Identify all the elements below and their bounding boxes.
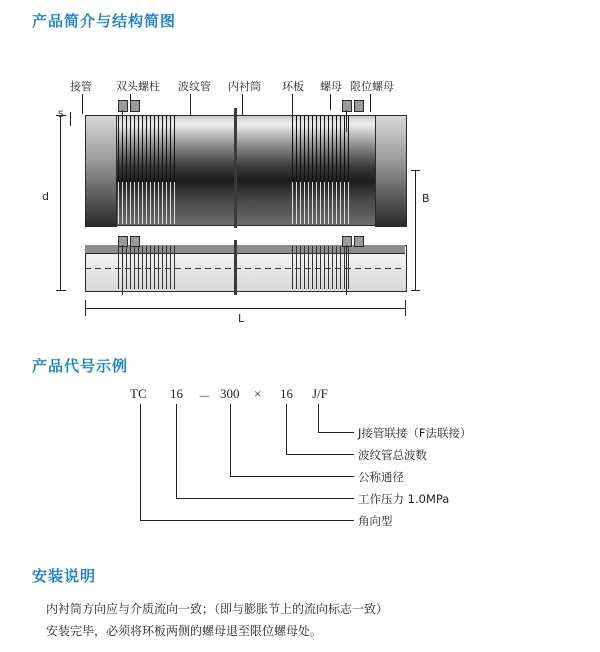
code-token-pressure: 16 bbox=[170, 386, 183, 401]
corrugation-group-right bbox=[292, 116, 352, 182]
leader-line-7 bbox=[370, 94, 371, 112]
nut-upper-right bbox=[342, 100, 352, 112]
code-desc-diameter: 公称通径 bbox=[358, 470, 404, 484]
code-token-multiply: × bbox=[254, 386, 262, 401]
code-leader-4-h bbox=[176, 498, 354, 499]
code-leader-2-v bbox=[286, 404, 287, 454]
stud-upper-left bbox=[122, 110, 123, 132]
code-leader-2-h bbox=[286, 454, 354, 455]
stud-lower-left bbox=[122, 245, 123, 295]
code-leader-3-v bbox=[230, 404, 231, 476]
code-desc-pressure: 工作压力 1.0MPa bbox=[358, 492, 450, 506]
pipe-end-left bbox=[85, 115, 117, 227]
callout-label-bowenguan: 波纹管 bbox=[178, 80, 211, 93]
callout-label-luomu: 螺母 bbox=[320, 80, 342, 93]
limit-nut-lower-right bbox=[354, 236, 364, 247]
leader-line-1 bbox=[82, 94, 83, 114]
dimension-tick-d-top bbox=[56, 115, 66, 116]
callout-label-xianwei-luomu: 限位螺母 bbox=[350, 80, 394, 93]
dimension-line-b bbox=[415, 170, 416, 290]
limit-nut-upper-left bbox=[130, 100, 140, 112]
dimension-tick-b-bottom bbox=[411, 290, 420, 291]
dimension-label-b: B bbox=[422, 192, 430, 205]
code-leader-1-h bbox=[318, 432, 354, 433]
leader-line-5 bbox=[292, 94, 293, 116]
install-note-line-2: 安装完毕，必须将环板两侧的螺母退至限位螺母处。 bbox=[46, 624, 323, 638]
stud-upper-right bbox=[346, 110, 347, 132]
limit-nut-lower-left bbox=[130, 236, 140, 247]
dimension-tick-d-bottom bbox=[56, 290, 66, 291]
code-token-waves: 16 bbox=[280, 386, 293, 401]
install-notes bbox=[46, 598, 566, 642]
ring-plate-lower bbox=[234, 240, 237, 295]
nut-lower-left bbox=[118, 236, 128, 247]
pipe-end-right bbox=[375, 115, 407, 227]
dimension-tick-b-top bbox=[411, 170, 420, 171]
dimension-tick-l-left bbox=[85, 300, 86, 316]
limit-nut-upper-right bbox=[354, 100, 364, 112]
callout-label-shuangtou-luozhu: 双头螺柱 bbox=[116, 80, 160, 93]
code-leader-5-v bbox=[140, 404, 141, 520]
install-note-line-1: 内衬筒方向应与介质流向一致；（即与膨胀节上的流向标志一致） bbox=[46, 602, 389, 616]
corrugation-group-left-lower bbox=[118, 182, 178, 224]
section-title-install: 安装说明 bbox=[32, 567, 97, 585]
corrugation-group-lower-right bbox=[292, 246, 352, 289]
product-code-diagram bbox=[30, 380, 570, 550]
section-title-code: 产品代号示例 bbox=[32, 357, 129, 375]
corrugation-group-left bbox=[118, 116, 178, 182]
code-token-series: TC bbox=[130, 386, 147, 401]
dimension-line-d bbox=[60, 115, 61, 290]
callout-label-huanban: 环板 bbox=[282, 80, 304, 93]
code-leader-3-h bbox=[230, 476, 354, 477]
dimension-line-l bbox=[85, 308, 405, 309]
code-token-diameter: 300 bbox=[220, 386, 240, 401]
dimension-line-s bbox=[70, 112, 71, 126]
code-desc-connection: J接管联接（F法联接） bbox=[358, 426, 472, 440]
nut-upper-left bbox=[118, 100, 128, 112]
callout-label-jieguan: 接管 bbox=[70, 80, 92, 93]
code-token-dash: － bbox=[198, 389, 212, 404]
stud-lower-right bbox=[346, 245, 347, 295]
section-title-structure: 产品简介与结构简图 bbox=[32, 12, 177, 30]
structure-diagram bbox=[30, 70, 570, 340]
nut-lower-right bbox=[342, 236, 352, 247]
dimension-label-d: d bbox=[42, 190, 49, 203]
code-leader-1-v bbox=[318, 404, 319, 432]
code-token-connection: J/F bbox=[312, 386, 328, 401]
dimension-label-l: L bbox=[238, 312, 245, 325]
dimension-tick-l-right bbox=[405, 300, 406, 316]
corrugation-group-right-lower bbox=[292, 182, 352, 224]
code-leader-4-v bbox=[176, 404, 177, 498]
code-desc-type: 角向型 bbox=[358, 514, 393, 528]
ring-plate-upper bbox=[234, 108, 237, 228]
code-leader-5-h bbox=[140, 520, 354, 521]
callout-label-neichentong: 内衬筒 bbox=[228, 80, 261, 93]
leader-line-6 bbox=[330, 94, 331, 110]
corrugation-group-lower-left bbox=[118, 246, 178, 289]
code-desc-waves: 波纹管总波数 bbox=[358, 448, 427, 462]
